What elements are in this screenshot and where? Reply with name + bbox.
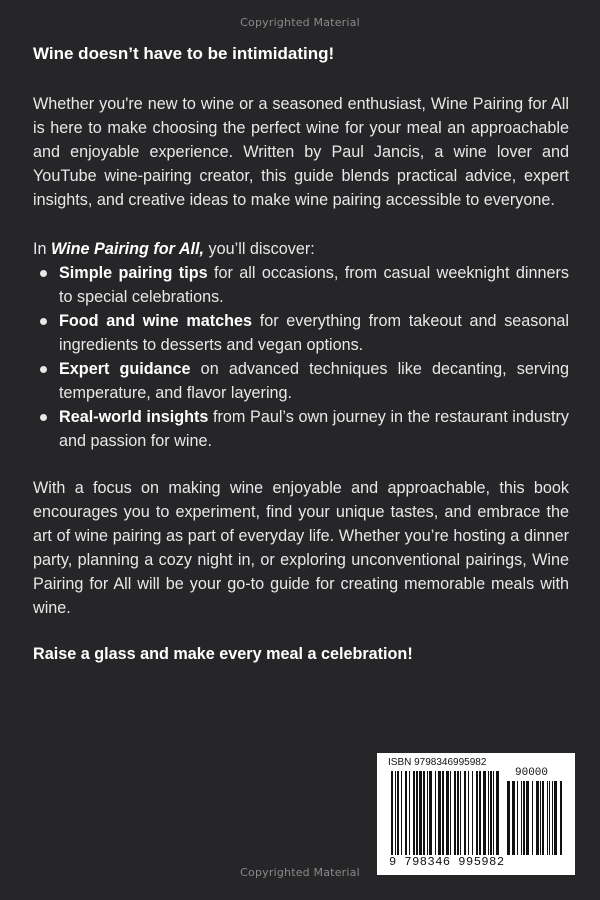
- barcode-bar: [464, 771, 466, 855]
- barcode-bar: [552, 781, 553, 855]
- barcode-bar: [450, 771, 451, 855]
- list-item-text: on advanced techniques like decanting, serving temperature, and flavor layering.: [59, 360, 569, 402]
- barcode-bar: [427, 771, 428, 855]
- list-item-text: for all occasions, from casual weeknight dinners to special celebrations.: [59, 264, 570, 306]
- list-item-text: for everything from takeout and seasonal ingredients to desserts and vegan options.: [59, 312, 569, 354]
- discover-line: [33, 237, 569, 261]
- barcode-bar: [542, 781, 544, 855]
- barcode-bar: [476, 771, 478, 855]
- barcode-bar: [547, 781, 548, 855]
- isbn-label: ISBN 9798346995982: [388, 757, 487, 768]
- ean-barcode-bars: [391, 771, 503, 857]
- watermark-top: Copyrighted Material: [240, 16, 360, 29]
- barcode-bar: [423, 771, 425, 855]
- list-item-text: from Paul’s own journey in the restaurant industry and passion for wine.: [59, 408, 569, 450]
- barcode-bar: [521, 781, 522, 855]
- barcode-bar: [560, 781, 562, 855]
- price-code: 90000: [515, 767, 549, 779]
- barcode-bar: [405, 771, 407, 855]
- barcode-bar: [435, 771, 436, 855]
- discover-prefix: In: [33, 240, 51, 258]
- barcode-bar: [532, 781, 533, 855]
- headline: Wine doesn’t have to be intimidating!: [33, 44, 335, 63]
- closing-paragraph: With a focus on making wine enjoyable and approachable, this book encourages you to experiment, find your unique tastes, and embrace the art of wine pairing as part of everyday life. Whether you’re hosting a dinner party, planning a cozy night in, or exploring unconventional pairings, Wine Pairing for All will be your go-to guide for creating memorable meals with wine.: [33, 479, 569, 617]
- book-title-italic: Wine Pairing for All,: [51, 240, 205, 258]
- barcode-bar: [438, 771, 441, 855]
- barcode-bar: [483, 771, 486, 855]
- ean-digits: 9 798346 995982: [389, 855, 505, 869]
- back-cover-text: [33, 44, 569, 666]
- barcode-bar: [419, 771, 422, 855]
- barcode-bar: [517, 781, 518, 855]
- list-item: [33, 309, 569, 357]
- barcode-bar: [401, 771, 402, 855]
- barcode-bar: [512, 781, 515, 855]
- list-item: [33, 405, 569, 453]
- barcode-bar: [523, 781, 525, 855]
- barcode-bar: [416, 771, 418, 855]
- barcode-bar: [468, 771, 469, 855]
- barcode-bar: [540, 781, 541, 855]
- barcode-bar: [536, 781, 539, 855]
- barcode-bar: [457, 771, 459, 855]
- barcode-bar: [526, 781, 529, 855]
- list-item-bold: Real-world insights: [59, 408, 209, 426]
- feature-list: [33, 261, 569, 453]
- discover-suffix: you’ll discover:: [204, 240, 315, 258]
- barcode-bar: [442, 771, 444, 855]
- list-item: [33, 357, 569, 405]
- barcode-bar: [395, 771, 396, 855]
- barcode-bar: [413, 771, 415, 855]
- addon-barcode-bars: [507, 781, 565, 857]
- isbn-barcode: [377, 753, 575, 875]
- barcode-bar: [472, 771, 473, 855]
- barcode-bar: [549, 781, 550, 855]
- call-to-action: Raise a glass and make every meal a celebration!: [33, 645, 413, 663]
- barcode-bar: [409, 771, 410, 855]
- intro-paragraph: Whether you're new to wine or a seasoned enthusiast, Wine Pairing for All is here to make choosing the perfect wine for your meal an approachable and enjoyable experience. Written by Paul Jancis, a wine lover and YouTube wine-pairing creator, this guide blends practical advice, expert insights, and creative ideas to make wine pairing accessible to everyone.: [33, 95, 569, 209]
- list-item-bold: Food and wine matches: [59, 312, 253, 330]
- barcode-bar: [488, 771, 489, 855]
- barcode-bar: [391, 771, 393, 855]
- barcode-bar: [446, 771, 449, 855]
- barcode-bar: [429, 771, 432, 855]
- barcode-bar: [507, 781, 510, 855]
- list-item: [33, 261, 569, 309]
- barcode-bar: [496, 771, 499, 855]
- barcode-bar: [460, 771, 461, 855]
- barcode-bar: [490, 771, 492, 855]
- barcode-bar: [397, 771, 399, 855]
- barcode-bar: [479, 771, 481, 855]
- list-item-bold: Expert guidance: [59, 360, 191, 378]
- list-item-bold: Simple pairing tips: [59, 264, 208, 282]
- barcode-bar: [493, 771, 494, 855]
- barcode-bar: [454, 771, 456, 855]
- barcode-bar: [554, 781, 557, 855]
- watermark-bottom: Copyrighted Material: [240, 866, 360, 879]
